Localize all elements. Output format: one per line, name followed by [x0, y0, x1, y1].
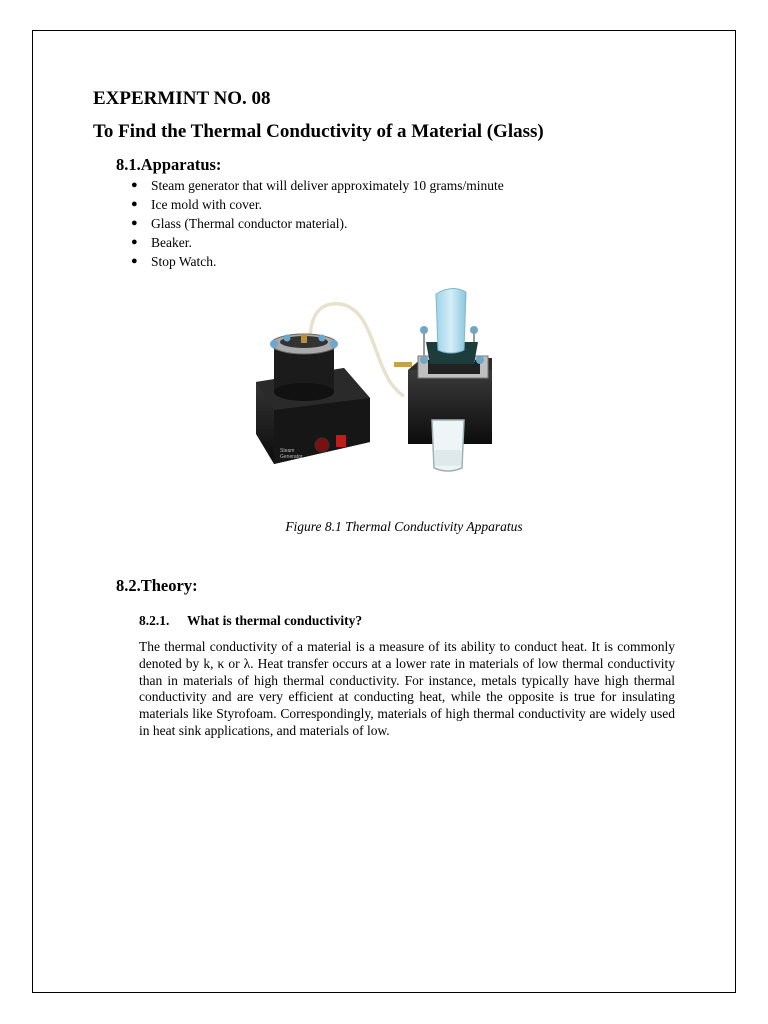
figure-caption: Figure 8.1 Thermal Conductivity Apparatus [285, 519, 523, 534]
theory-number: 8.2. [116, 576, 141, 595]
bullet-icon: ● [131, 236, 138, 248]
ice-mold [436, 288, 466, 353]
list-item [124, 195, 504, 214]
panel-text-steam: Steam [280, 448, 295, 454]
list-item-text: Beaker. [151, 235, 192, 250]
subsection-label: What is thermal conductivity? [187, 613, 363, 628]
apparatus-list [124, 176, 504, 271]
apparatus-number: 8.1. [116, 155, 141, 174]
subsection-number: 8.2.1. [139, 613, 170, 628]
subsection-heading [139, 613, 362, 629]
list-item [124, 176, 504, 195]
list-item-text: Stop Watch. [151, 254, 217, 269]
theory-label: Theory: [140, 576, 198, 595]
bullet-icon: ● [131, 217, 138, 229]
theory-heading [116, 576, 198, 596]
theory-paragraph: The thermal conductivity of a material is a measure of its ability to conduct heat. It is commonly denoted by k, κ or λ. Heat transfer occurs at a lower rate in materials of low thermal conductivity than in materials of high thermal conductivity. For instance, metals typically have high thermal conductivity and are very efficient at conducting heat, while the opposite is true for insulating materials like Styrofoam. Correspondingly, materials of high thermal conductivity are widely used in heat sink applications, and materials of low. [139, 639, 675, 738]
list-item-text: Ice mold with cover. [151, 197, 262, 212]
experiment-heading: EXPERMINT NO. 08 [93, 88, 271, 109]
apparatus-illustration [252, 282, 508, 478]
apparatus-heading [116, 155, 221, 175]
experiment-title: To Find the Thermal Conductivity of a Material (Glass) [93, 121, 544, 142]
panel-text-generator: Generator [280, 454, 303, 460]
apparatus-label: Apparatus: [140, 155, 222, 174]
list-item-text: Glass (Thermal conductor material). [151, 216, 348, 231]
bullet-icon: ● [131, 255, 138, 267]
list-item [124, 214, 504, 233]
apparatus-figure [252, 282, 508, 478]
list-item [124, 252, 504, 271]
list-item-text: Steam generator that will deliver approximately 10 grams/minute [151, 178, 504, 193]
list-item [124, 233, 504, 252]
bullet-icon: ● [131, 198, 138, 210]
bullet-icon: ● [131, 179, 138, 191]
